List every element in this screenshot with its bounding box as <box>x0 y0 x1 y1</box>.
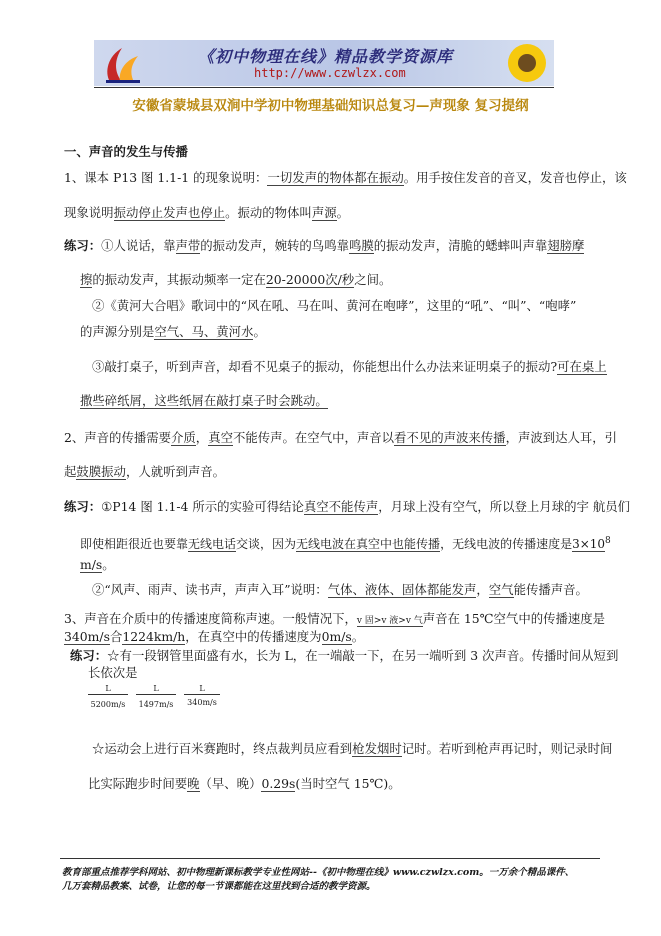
answer: 无线电话 <box>188 537 237 551</box>
answer: 0.29s <box>261 776 296 791</box>
answer: 0m/s <box>321 629 352 644</box>
item3-line2: 340m/s合1224km/h，在真空中的传播速度为0m/s。 <box>64 629 365 644</box>
answer: 空气、马、黄河水 <box>154 324 254 339</box>
header-banner <box>94 40 554 86</box>
exercise1-line2: 擦的振动发声，其振动频率一定在20-20000次/秒之间。 <box>80 272 392 287</box>
page-title: 安徽省蒙城县双涧中学初中物理基础知识总复习—声现象 复习提纲 <box>132 98 529 114</box>
answer: 看不见的声波来传播 <box>394 430 506 445</box>
footer-line2: 几万套精品教案、试卷，让您的每一节课都能在这里找到合适的教学资源。 <box>62 881 376 892</box>
exercise2-line1: 练习：①P14 图 1.1-4 所示的实验可得结论真空不能传声，月球上没有空气，所以登上月球的宇 航员们 <box>64 499 630 514</box>
answer: m/s <box>80 557 103 572</box>
answer: 声带 <box>175 238 201 253</box>
exercise3-line4: 比实际跑步时间要晚（早、晚）0.29s(当时空气 15℃)。 <box>88 776 401 791</box>
answer: 气体、液体、固体都能发声 <box>327 582 477 597</box>
answer: 空气 <box>488 582 514 597</box>
answer: 无线电波在真空中也能传播 <box>296 537 441 551</box>
banner-title: 《初中物理在线》精品教学资源库 <box>198 47 454 66</box>
item1-line2: 现象说明振动停止发声也停止。振动的物体叫声源。 <box>64 205 349 220</box>
exercise1-line1: 练习：①人说话，靠声带的振动发声，婉转的鸟鸣靠鸣膜的振动发声，清脆的蟋蟀叫声靠翅膀摩 <box>64 238 585 253</box>
sunflower-icon <box>506 42 548 84</box>
answer: 真空 <box>208 430 233 445</box>
answer: 鸣膜 <box>348 238 374 253</box>
answer: 3×10 <box>572 537 606 551</box>
exercise2-line3: m/s。 <box>80 557 115 572</box>
footer-line1: 教育部重点推荐学科网站、初中物理新课标教学专业性网站--《初中物理在线》www.czwlzx.com。一万余个精品课件、 <box>62 867 575 878</box>
section-heading: 一、声音的发生与传播 <box>64 144 188 159</box>
fraction-1: L 5200m/s <box>88 684 128 709</box>
answer: 340m/s <box>64 629 110 644</box>
item2-line1: 2、声音的传播需要介质，真空不能传声。在空气中，声音以看不见的声波来传播，声波到达人耳，引 <box>64 430 618 445</box>
answer: 1224km/h <box>122 629 186 644</box>
item1-line1: 1、课本 P13 图 1.1-1 的现象说明：一切发声的物体都在振动。用手按住发音的音叉，发音也停止，该 <box>64 170 627 185</box>
answer: 介质 <box>171 430 196 445</box>
answer: 20-20000次/秒 <box>265 272 355 287</box>
exercise3-line1: 练习：☆有一段钢管里面盛有水，长为 L，在一端敲一下，在另一端听到 3 次声音。传播时间从短到 <box>70 648 619 663</box>
header-rule <box>94 87 554 88</box>
exercise1-line3: ②《黄河大合唱》歌词中的“风在吼、马在叫、黄河在咆哮”，这里的“吼”、“叫”、“咆哮” <box>92 298 577 313</box>
exercise2-line4: ②“风声、雨声、读书声，声声入耳”说明：气体、液体、固体都能发声，空气能传播声音。 <box>92 582 588 597</box>
exercise1-line4: 的声源分别是空气、马、黄河水。 <box>80 324 266 339</box>
exercise1-line5: ③敲打桌子，听到声音，却看不见桌子的振动，你能想出什么办法来证明桌子的振动?可在桌上 <box>92 359 607 374</box>
item2-line2: 起鼓膜振动，人就听到声音。 <box>64 464 226 479</box>
exercise2-line2: 即使相距很近也要靠无线电话交谈，因为无线电波在真空中也能传播，无线电波的传播速度是$3\times 10^8$ <box>80 536 611 551</box>
exercise3-line2: 长依次是 <box>88 665 138 680</box>
answer: 振动停止发声也停止 <box>113 205 226 220</box>
site-logo-icon <box>100 42 144 84</box>
answer: 真空不能传声 <box>303 499 379 514</box>
answer: 擦 <box>80 272 93 287</box>
answer: 枪发烟时 <box>352 741 402 756</box>
answer: 一切发声的物体都在振动 <box>267 170 404 185</box>
answer: 撒些碎纸屑，这些纸屑在敲打桌子时会跳动。 <box>80 393 328 408</box>
answer: 可在桌上 <box>557 359 607 374</box>
answer: 声源 <box>311 205 337 220</box>
footer-rule <box>60 858 600 859</box>
answer: v 固>v 液>v 气 <box>356 616 423 626</box>
exercise3-line3: ☆运动会上进行百米赛跑时，终点裁判员应看到枪发烟时记时。若听到枪声再记时，则记录时间 <box>92 741 613 756</box>
item3-line1: 3、声音在介质中的传播速度简称声速。一般情况下，v 固>v 液>v 气声音在 15℃空气中的传播速度是 <box>64 611 606 626</box>
answer: 翅膀摩 <box>547 238 585 253</box>
exercise1-line6 <box>80 394 328 408</box>
fraction-2: L 1497m/s <box>136 684 176 709</box>
fraction-3: L 340m/s <box>184 684 220 707</box>
answer: 晚 <box>187 776 200 791</box>
banner-url[interactable]: http://www.czwlzx.com <box>254 66 406 80</box>
answer: 鼓膜振动 <box>76 464 126 479</box>
